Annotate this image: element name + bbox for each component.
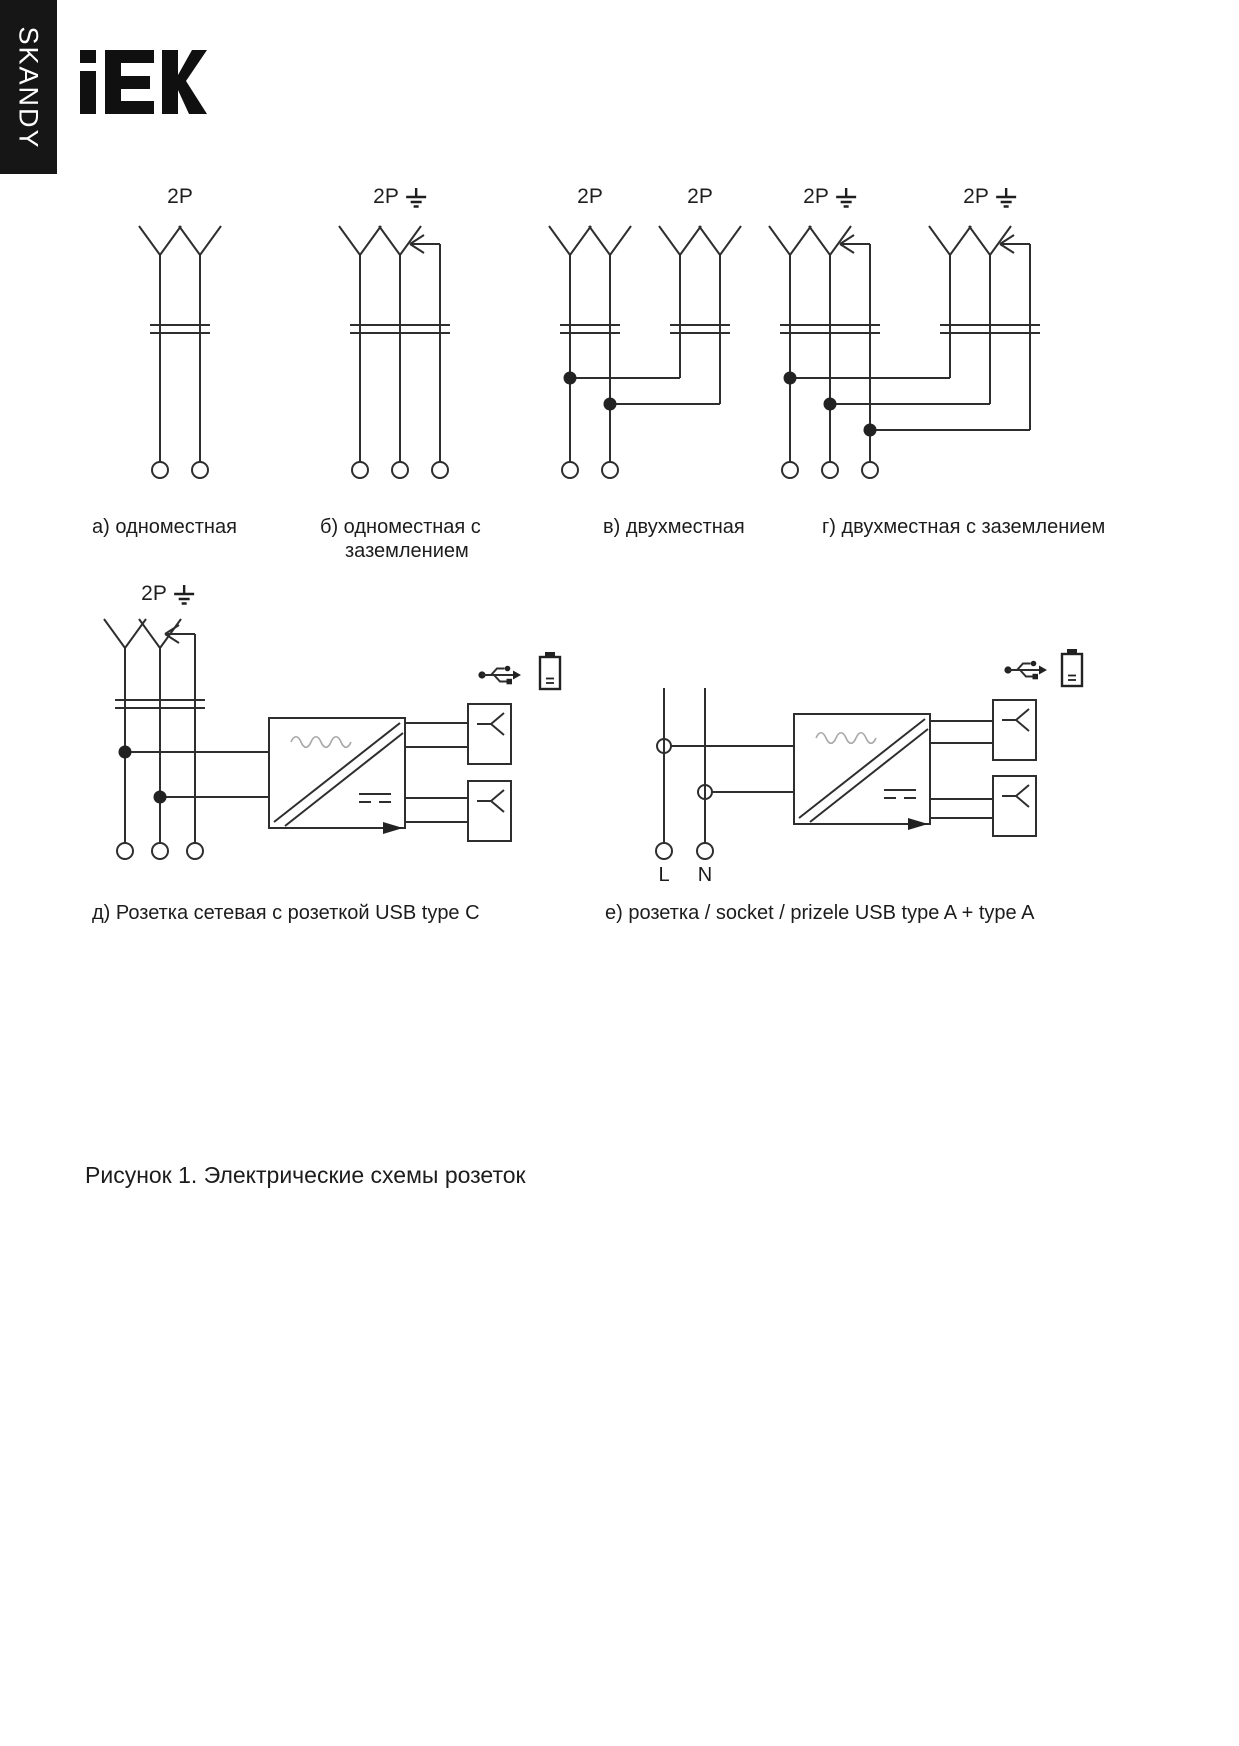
terminal-circle [117,843,133,859]
line-terminal-label: L [658,864,670,886]
caption-b-line1: б) одноместная с [320,516,481,538]
diagram-d-socket-usb-c [104,619,560,859]
diagram-b-wires [350,244,450,462]
ac-dc-converter-box [269,718,405,834]
caption-g: г) двухместная с заземлением [822,516,1106,538]
terminal-circle [352,462,368,478]
diagram-v-wires [560,255,730,462]
terminal-circle [562,462,578,478]
contact-fork-icon [659,226,701,255]
contact-fork-icon [339,226,381,255]
pole-label-b [373,185,427,211]
terminal-circle [432,462,448,478]
junction-dot [154,791,167,804]
contact-fork-icon [179,226,221,255]
contact-fork-icon [104,619,146,648]
pole-label-d [141,582,195,608]
contact-fork-icon [929,226,971,255]
terminal-circle [187,843,203,859]
usb-port-box [468,704,511,764]
figure-caption: Рисунок 1. Электрические схемы розеток [85,1162,526,1188]
diagram-a-single-socket [139,226,221,478]
pole-label-text: 2P [577,185,603,208]
caption-a: а) одноместная [92,516,237,538]
earth-ground-icon [835,187,857,211]
usb-port-box [468,781,511,841]
terminal-circle [152,462,168,478]
terminal-circle [697,843,713,859]
caption-b [320,515,481,564]
earth-ground-icon [405,187,427,211]
pole-label-text: 2P [963,185,989,208]
usb-trident-icon [1004,661,1047,680]
usb-trident-icon [478,666,521,685]
junction-dot [784,372,797,385]
terminal-circle [862,462,878,478]
contact-fork-icon [139,226,181,255]
terminal-circle [782,462,798,478]
terminal-circle [602,462,618,478]
usb-port-box [993,776,1036,836]
terminal-circle [656,843,672,859]
junction-dot [119,746,132,759]
pole-label-text: 2P [803,185,829,208]
contact-fork-icon [769,226,811,255]
caption-b-line2: заземлением [345,540,469,563]
pole-label-text: 2P [687,185,713,208]
diagram-d-wires [115,634,468,843]
ground-contact-arrow-icon [1000,235,1030,253]
pole-label-v2 [687,185,713,209]
ground-contact-arrow-icon [840,235,870,253]
caption-e: е) розетка / socket / prizele USB type A + type A [605,902,1035,924]
diagram-e-wires [664,688,993,843]
caption-d: д) Розетка сетевая с розеткой USB type C [92,902,480,924]
pole-label-text: 2P [373,185,399,208]
pole-label-g1 [803,185,857,211]
neutral-terminal-label: N [697,864,713,886]
contact-fork-icon [549,226,591,255]
contact-fork-icon [589,226,631,255]
usb-port-box [993,700,1036,760]
junction-dot [564,372,577,385]
junction-dot [864,424,877,437]
terminal-circle [152,843,168,859]
caption-v: в) двухместная [603,516,745,538]
pole-label-v1 [577,185,603,209]
battery-icon [540,652,560,689]
pole-label-text: 2P [167,185,193,208]
battery-icon [1062,649,1082,686]
terminal-circle [822,462,838,478]
diagram-g-double-socket-grounded [769,226,1040,478]
diagram-a-wires [150,255,210,462]
junction-dot [824,398,837,411]
diagram-e-socket-usb-a [656,649,1082,859]
ground-contact-arrow-icon [410,235,440,253]
earth-ground-icon [173,584,195,608]
diagram-b-single-socket-grounded [339,226,450,478]
earth-ground-icon [995,187,1017,211]
ground-contact-arrow-icon [165,625,195,643]
pole-label-a [167,185,193,209]
pole-label-g2 [963,185,1017,211]
ac-dc-converter-box [794,714,930,830]
pole-label-text: 2P [141,582,167,605]
diagram-g-wires [780,244,1040,462]
junction-dot [604,398,617,411]
contact-fork-icon [699,226,741,255]
series-name: SKANDY [13,26,44,150]
terminal-circle [192,462,208,478]
terminal-circle [392,462,408,478]
diagram-v-double-socket [549,226,741,478]
